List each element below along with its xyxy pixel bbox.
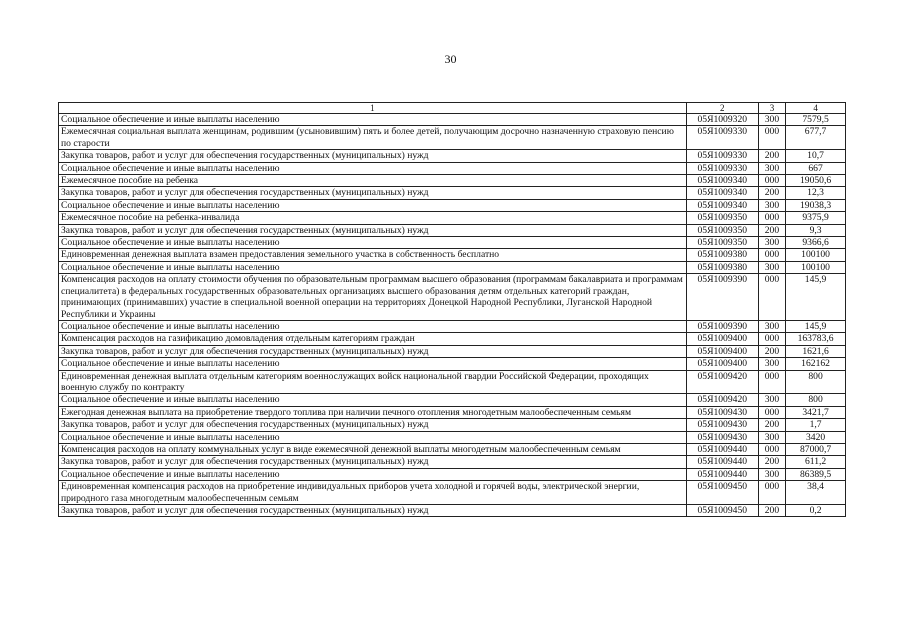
row-type-cell: 000 (758, 481, 785, 505)
table-row (59, 358, 846, 370)
row-code-cell: 05Я1009450 (686, 505, 758, 517)
table-row (59, 261, 846, 273)
row-amount-cell: 9,3 (786, 224, 846, 236)
row-name-cell: Ежемесячная социальная выплата женщинам, родившим (усыновившим) пять и более детей, получающим досрочно назначенную страховую пенсию по старости (59, 126, 687, 150)
table-row (59, 370, 846, 394)
column-header-3: 3 (758, 103, 785, 114)
row-code-cell: 05Я1009330 (686, 150, 758, 162)
table-row (59, 419, 846, 431)
row-type-cell: 200 (758, 419, 785, 431)
row-amount-cell: 100100 (786, 261, 846, 273)
row-name-cell: Закупка товаров, работ и услуг для обеспечения государственных (муниципальных) нужд (59, 419, 687, 431)
row-name-cell: Социальное обеспечение и иные выплаты населению (59, 261, 687, 273)
row-type-cell: 000 (758, 406, 785, 418)
row-code-cell: 05Я1009400 (686, 358, 758, 370)
row-type-cell: 200 (758, 224, 785, 236)
row-name-cell: Закупка товаров, работ и услуг для обеспечения государственных (муниципальных) нужд (59, 345, 687, 357)
row-code-cell: 05Я1009450 (686, 481, 758, 505)
row-code-cell: 05Я1009320 (686, 114, 758, 126)
row-type-cell: 300 (758, 431, 785, 443)
row-type-cell: 200 (758, 345, 785, 357)
row-name-cell: Социальное обеспечение и иные выплаты населению (59, 320, 687, 332)
row-type-cell: 200 (758, 505, 785, 517)
row-amount-cell: 3421,7 (786, 406, 846, 418)
row-name-cell: Социальное обеспечение и иные выплаты населению (59, 114, 687, 126)
row-name-cell: Социальное обеспечение и иные выплаты населению (59, 358, 687, 370)
row-type-cell: 300 (758, 237, 785, 249)
table-row (59, 431, 846, 443)
row-amount-cell: 163783,6 (786, 333, 846, 345)
row-name-cell: Социальное обеспечение и иные выплаты населению (59, 162, 687, 174)
table-row (59, 114, 846, 126)
row-type-cell: 300 (758, 199, 785, 211)
row-code-cell: 05Я1009440 (686, 468, 758, 480)
row-amount-cell: 19038,3 (786, 199, 846, 211)
row-name-cell: Социальное обеспечение и иные выплаты населению (59, 237, 687, 249)
row-type-cell: 200 (758, 456, 785, 468)
row-amount-cell: 145,9 (786, 320, 846, 332)
row-name-cell: Закупка товаров, работ и услуг для обеспечения государственных (муниципальных) нужд (59, 505, 687, 517)
row-type-cell: 000 (758, 249, 785, 261)
row-code-cell: 05Я1009380 (686, 261, 758, 273)
row-type-cell: 000 (758, 333, 785, 345)
row-name-cell: Закупка товаров, работ и услуг для обеспечения государственных (муниципальных) нужд (59, 187, 687, 199)
row-code-cell: 05Я1009380 (686, 249, 758, 261)
row-amount-cell: 100100 (786, 249, 846, 261)
row-type-cell: 300 (758, 394, 785, 406)
row-code-cell: 05Я1009390 (686, 274, 758, 321)
row-type-cell: 200 (758, 150, 785, 162)
table-row (59, 320, 846, 332)
row-name-cell: Ежегодная денежная выплата на приобретение твердого топлива при наличии печного отопления многодетным малообеспеченным семьям (59, 406, 687, 418)
table-header-row (59, 103, 846, 114)
row-amount-cell: 611,2 (786, 456, 846, 468)
table-row (59, 187, 846, 199)
table-row (59, 333, 846, 345)
row-name-cell: Социальное обеспечение и иные выплаты населению (59, 431, 687, 443)
table-row (59, 150, 846, 162)
row-amount-cell: 87000,7 (786, 443, 846, 455)
row-code-cell: 05Я1009350 (686, 224, 758, 236)
row-code-cell: 05Я1009430 (686, 431, 758, 443)
row-amount-cell: 800 (786, 394, 846, 406)
row-code-cell: 05Я1009350 (686, 212, 758, 224)
row-type-cell: 300 (758, 358, 785, 370)
table-row (59, 443, 846, 455)
column-header-4: 4 (786, 103, 846, 114)
row-code-cell: 05Я1009340 (686, 187, 758, 199)
table-row (59, 406, 846, 418)
row-name-cell: Компенсация расходов на оплату стоимости обучения по образовательным программам высшего образования (программам бакалавриата и программам специалитета) в федеральных государственных образовательных организациях высшего образования детям отдельных категорий граждан, принимающих (принимавших) участие в специальной военной операции на территориях Донецкой Народной Республики, Луганской Народной Республики и Украины (59, 274, 687, 321)
row-code-cell: 05Я1009390 (686, 320, 758, 332)
table-row (59, 126, 846, 150)
page-number: 30 (444, 52, 457, 66)
row-code-cell: 05Я1009430 (686, 406, 758, 418)
row-type-cell: 000 (758, 175, 785, 187)
row-code-cell: 05Я1009340 (686, 175, 758, 187)
table-row (59, 468, 846, 480)
row-type-cell: 300 (758, 162, 785, 174)
table-row (59, 481, 846, 505)
row-code-cell: 05Я1009340 (686, 199, 758, 211)
row-amount-cell: 9375,9 (786, 212, 846, 224)
row-amount-cell: 9366,6 (786, 237, 846, 249)
row-type-cell: 000 (758, 370, 785, 394)
table-row (59, 505, 846, 517)
row-name-cell: Компенсация расходов на оплату коммунальных услуг в виде ежемесячной денежной выплаты многодетным малообеспеченным семьям (59, 443, 687, 455)
row-name-cell: Социальное обеспечение и иные выплаты населению (59, 199, 687, 211)
table-row (59, 274, 846, 321)
row-type-cell: 000 (758, 212, 785, 224)
row-code-cell: 05Я1009330 (686, 162, 758, 174)
table-row (59, 394, 846, 406)
table-row (59, 162, 846, 174)
row-code-cell: 05Я1009350 (686, 237, 758, 249)
row-name-cell: Ежемесячное пособие на ребенка-инвалида (59, 212, 687, 224)
row-amount-cell: 677,7 (786, 126, 846, 150)
row-amount-cell: 10,7 (786, 150, 846, 162)
row-amount-cell: 12,3 (786, 187, 846, 199)
table-row (59, 175, 846, 187)
row-amount-cell: 3420 (786, 431, 846, 443)
row-amount-cell: 86389,5 (786, 468, 846, 480)
row-type-cell: 000 (758, 274, 785, 321)
table-row (59, 237, 846, 249)
row-code-cell: 05Я1009420 (686, 370, 758, 394)
row-name-cell: Социальное обеспечение и иные выплаты населению (59, 468, 687, 480)
table-row (59, 249, 846, 261)
row-type-cell: 000 (758, 126, 785, 150)
row-name-cell: Ежемесячное пособие на ребенка (59, 175, 687, 187)
row-amount-cell: 38,4 (786, 481, 846, 505)
row-name-cell: Компенсация расходов на газификацию домовладения отдельным категориям граждан (59, 333, 687, 345)
row-amount-cell: 1621,6 (786, 345, 846, 357)
row-code-cell: 05Я1009440 (686, 443, 758, 455)
row-type-cell: 300 (758, 320, 785, 332)
row-code-cell: 05Я1009330 (686, 126, 758, 150)
table-row (59, 345, 846, 357)
row-name-cell: Закупка товаров, работ и услуг для обеспечения государственных (муниципальных) нужд (59, 224, 687, 236)
budget-table-body (59, 103, 846, 517)
column-header-1: 1 (59, 103, 687, 114)
row-type-cell: 300 (758, 114, 785, 126)
row-code-cell: 05Я1009400 (686, 333, 758, 345)
row-name-cell: Единовременная компенсация расходов на приобретение индивидуальных приборов учета холодной и горячей воды, электрической энергии, природного газа многодетным малообеспеченным семьям (59, 481, 687, 505)
row-code-cell: 05Я1009400 (686, 345, 758, 357)
table-row (59, 199, 846, 211)
row-amount-cell: 162162 (786, 358, 846, 370)
table-row (59, 212, 846, 224)
row-name-cell: Единовременная денежная выплата отдельным категориям военнослужащих войск национальной гвардии Российской Федерации, проходящих военную службу по контракту (59, 370, 687, 394)
column-header-2: 2 (686, 103, 758, 114)
row-code-cell: 05Я1009430 (686, 419, 758, 431)
row-amount-cell: 7579,5 (786, 114, 846, 126)
row-amount-cell: 800 (786, 370, 846, 394)
row-type-cell: 300 (758, 468, 785, 480)
budget-table (58, 102, 846, 517)
row-code-cell: 05Я1009440 (686, 456, 758, 468)
table-row (59, 456, 846, 468)
table-row (59, 224, 846, 236)
row-name-cell: Социальное обеспечение и иные выплаты населению (59, 394, 687, 406)
row-type-cell: 200 (758, 187, 785, 199)
row-type-cell: 000 (758, 443, 785, 455)
row-amount-cell: 19050,6 (786, 175, 846, 187)
row-type-cell: 300 (758, 261, 785, 273)
row-amount-cell: 667 (786, 162, 846, 174)
row-code-cell: 05Я1009420 (686, 394, 758, 406)
row-name-cell: Закупка товаров, работ и услуг для обеспечения государственных (муниципальных) нужд (59, 150, 687, 162)
row-amount-cell: 0,2 (786, 505, 846, 517)
row-name-cell: Единовременная денежная выплата взамен предоставления земельного участка в собственность бесплатно (59, 249, 687, 261)
row-amount-cell: 1,7 (786, 419, 846, 431)
row-name-cell: Закупка товаров, работ и услуг для обеспечения государственных (муниципальных) нужд (59, 456, 687, 468)
row-amount-cell: 145,9 (786, 274, 846, 321)
